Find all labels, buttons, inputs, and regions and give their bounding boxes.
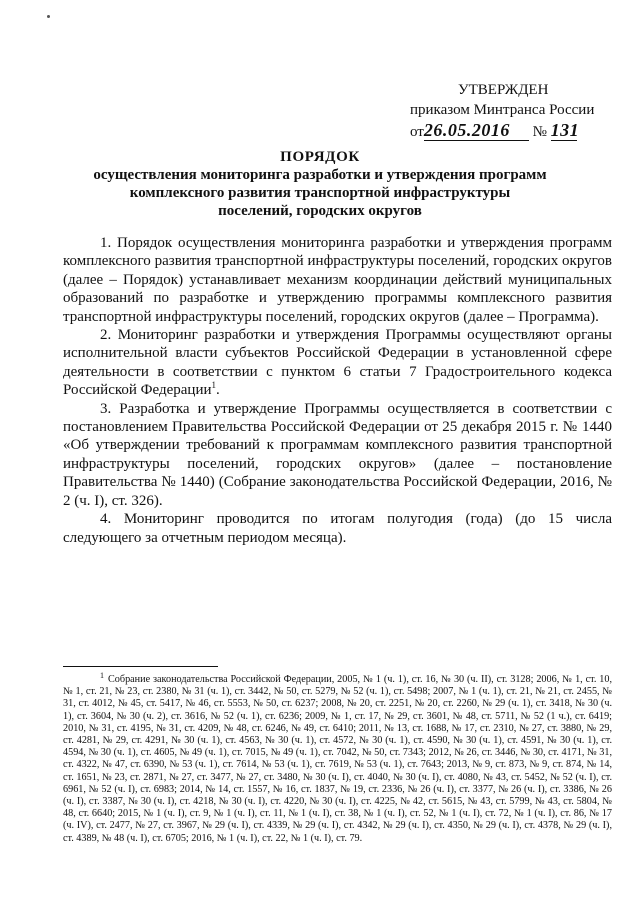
footnote — [63, 670, 612, 845]
document-subtitle-line-2: комплексного развития транспортной инфраструктуры — [129, 185, 511, 201]
document-subtitle-line-1: осуществления мониторинга разработки и утверждения программ — [93, 167, 547, 183]
handwritten-date: 26.05.2016 — [424, 120, 529, 141]
approval-title: УТВЕРЖДЕН — [458, 82, 549, 98]
number-prefix: № — [532, 124, 547, 140]
scan-speck — [47, 15, 50, 18]
document-subtitle-line-3: поселений, городских округов — [218, 203, 422, 219]
footnote-reference: 1 — [211, 380, 217, 391]
footnote-text: Собрание законодательства Российской Федерации, 2005, № 1 (ч. 1), ст. 16, № 30 (ч. II), ст. 3128; 2006, № 1, ст. 10, № 1, ст. 21, № 23, ст. 2380, № 31 (ч. 1), ст. 3442, № 50, ст. 5279, № 52 (ч. 1), ст. 5498; 2007, № 1 (ч. 1), ст. 21, № 21, ст. 2455, № 31, ст. 4012, № 45, ст. 5417, № 46, ст. 5553, № 50, ст. 6237; 2008, № 20, ст. 2251, № 20, ст. 2260, № 29 (ч. 1), ст. 3418, № 30 (ч. 1), ст. 3604, № 30 (ч. 2), ст. 3616, № 52 (ч. 1), ст. 6236; 2009, № 1, ст. 17, № 29, ст. 3601, № 48, ст. 5711, № 52 (1 ч.), ст. 6419; 2010, № 31, ст. 4195, № 31, ст. 4209, № 48, ст. 6246, № 49, ст. 6410; 2011, № 13, ст. 1688, № 17, ст. 2310, № 27, ст. 3880, № 29, ст. 4281, № 29, ст. 4291, № 30 (ч. 1), ст. 4563, № 30 (ч. 1), ст. 4572, № 30 (ч. 1), ст. 4590, № 30 (ч. 1), ст. 4591, № 30 (ч. 1), ст. 4594, № 30 (ч. 1), ст. 4605, № 49 (ч. 1), ст. 7015, № 49 (ч. 1), ст. 7042, № 50, ст. 7343; 2012, № 26, ст. 3446, № 30, ст. 4171, № 31, ст. 4322, № 47, ст. 6390, № 53 (ч. 1), ст. 7614, № 53 (ч. 1), ст. 7619, № 53 (ч. 1), ст. 7643; 2013, № 9, ст. 873, № 9, ст. 874, № 14, ст. 1651, № 23, ст. 2871, № 27, ст. 3477, № 27, ст. 3480, № 30 (ч. I), ст. 4040, № 30 (ч. I), ст. 4080, № 43, ст. 5452, № 52 (ч. I), ст. 6961, № 52 (ч. I), ст. 6983; 2014, № 14, ст. 1557, № 16, ст. 1837, № 19, ст. 2336, № 26 (ч. I), ст. 3377, № 26 (ч. I), ст. 3386, № 26 (ч. I), ст. 3387, № 30 (ч. I), ст. 4218, № 30 (ч. I), ст. 4220, № 30 (ч. I), ст. 4225, № 42, ст. 5615, № 43, ст. 5799, № 43, ст. 5804, № 48, ст. 6640; 2015, № 1 (ч. I), ст. 9, № 1 (ч. I), ст. 11, № 1 (ч. I), ст. 38, № 1 (ч. I), ст. 52, № 1 (ч. I), ст. 72, № 1 (ч. I), ст. 86, № 17 (ч. IV), ст. 2477, № 27, ст. 3967, № 29 (ч. I), ст. 4339, № 29 (ч. I), ст. 4342, № 29 (ч. I), ст. 4350, № 29 (ч. I), ст. 4378, № 29 (ч. I), ст. 4389, № 48 (ч. I), ст. 6705; 2016, № 1 (ч. I), ст. 22, № 1 (ч. I), ст. 79. — [63, 674, 612, 844]
document-body — [63, 234, 612, 547]
footnote-entry — [63, 670, 612, 845]
approval-date-line — [410, 120, 580, 142]
footnote-marker: 1 — [100, 670, 104, 680]
paragraph-3 — [63, 400, 612, 510]
paragraph-4-text: 4. Мониторинг проводится по итогам полугодия (года) (до 15 числа следующего за отчетным периодом месяца). — [63, 511, 612, 546]
footnote-separator — [63, 666, 218, 667]
paragraph-3-text: 3. Разработка и утверждение Программы осуществляется в соответствии с постановлением Правительства Российской Федерации от 25 декабря 2015 г. № 1440 «Об утверждении требований к программам комплексного развития транспортной инфраструктуры поселений, городских округов» (далее – постановление Правительства № 1440) (Собрание законодательства Российской Федерации, 2016, № 2 (ч. I), ст. 326). — [63, 400, 612, 509]
paragraph-1-text: 1. Порядок осуществления мониторинга разработки и утверждения программ комплексного развития транспортной инфраструктуры поселений, городских округов (далее – Порядок) устанавливает механизм координации действий муниципальных образований по разработке и утверждению программы комплексного развития транспортной инфраструктуры поселений, городских округов (далее – Программа). — [63, 235, 612, 325]
document-title: ПОРЯДОК — [280, 149, 360, 165]
paragraph-2-tail: . — [216, 382, 220, 399]
paragraph-1 — [63, 234, 612, 326]
paragraph-2-text: 2. Мониторинг разработки и утверждения Программы осуществляют органы исполнительной власти субъектов Российской Федерации в установленной сфере деятельности в соответствии с пунктом 6 статьи 7 Градостроительного кодекса Российской Федерации — [63, 327, 612, 399]
paragraph-4 — [63, 510, 612, 547]
date-prefix: от — [410, 124, 424, 140]
approval-order-line: приказом Минтранса России — [410, 102, 595, 118]
paragraph-2 — [63, 326, 612, 400]
handwritten-number: 131 — [550, 120, 580, 140]
document-heading — [0, 148, 640, 220]
